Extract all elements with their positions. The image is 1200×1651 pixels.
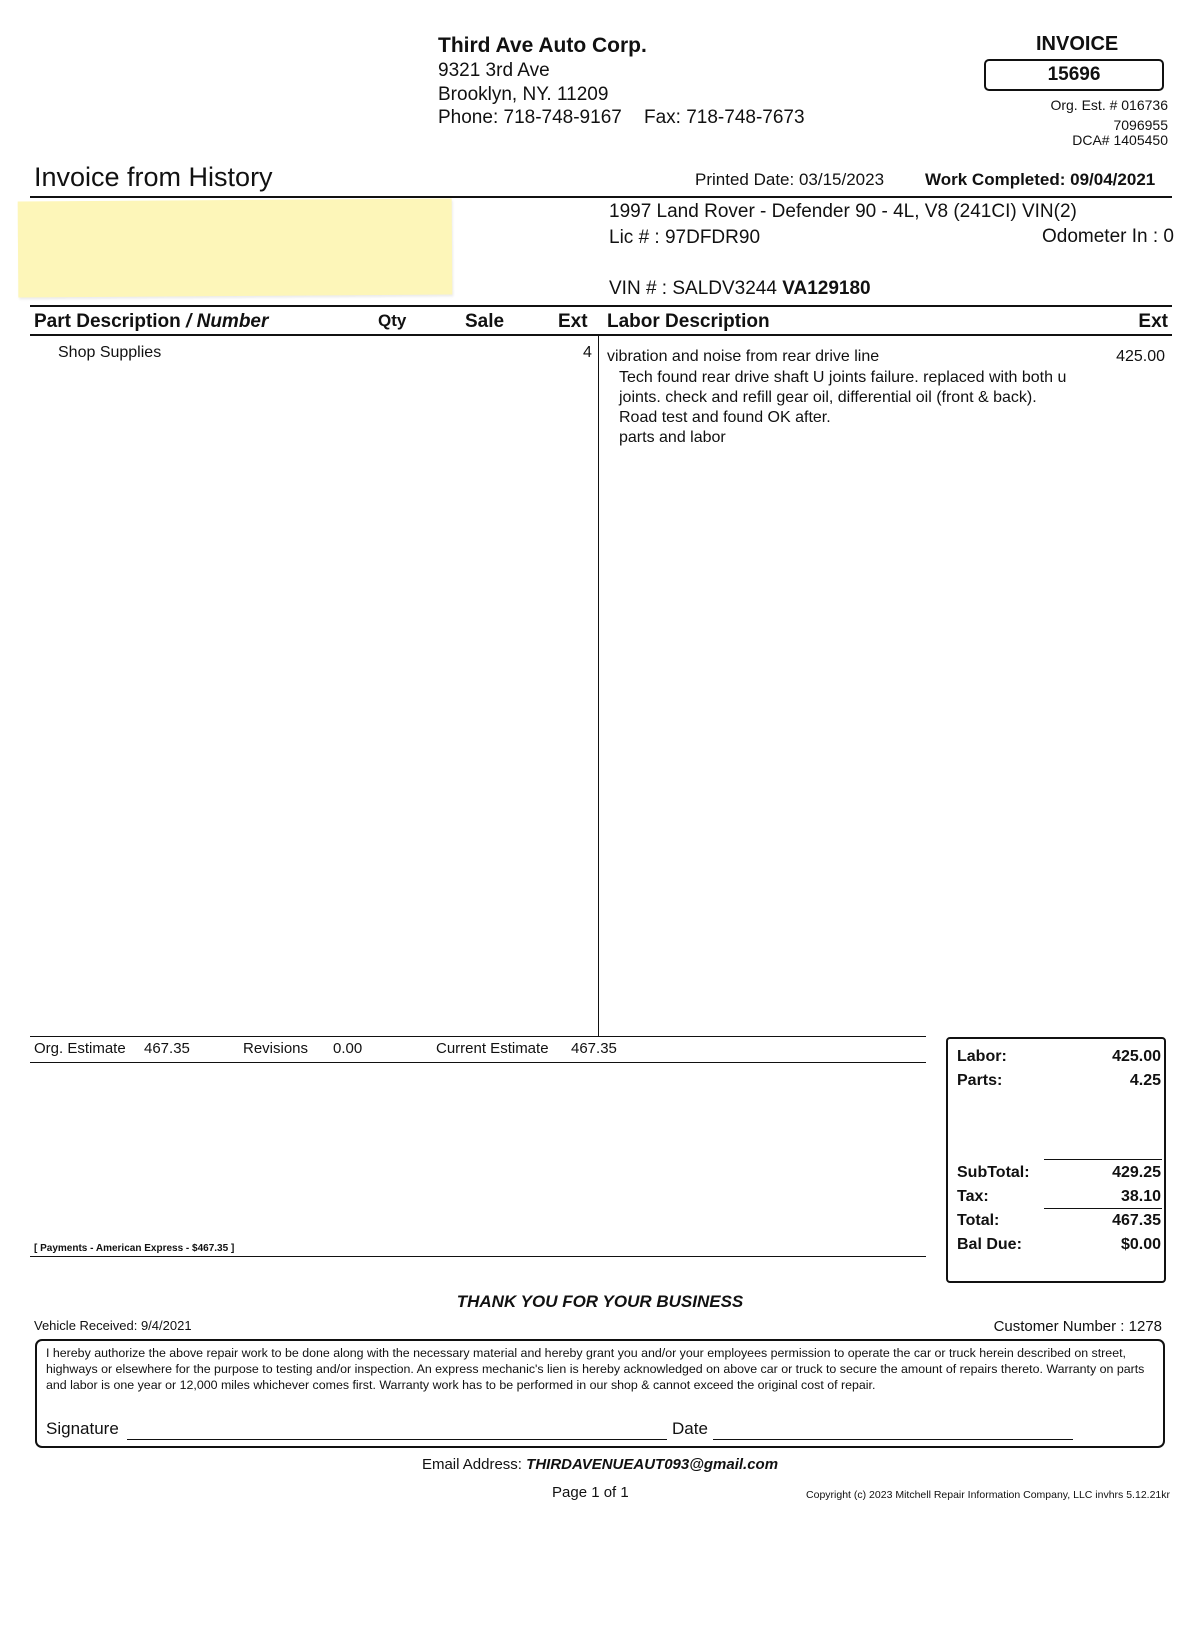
parts-labor-divider	[598, 336, 599, 1036]
col-part-description-label: Part Description	[34, 311, 181, 332]
total-rule	[1044, 1208, 1162, 1209]
parts-total-value: 4.25	[1129, 1072, 1161, 1089]
current-estimate-label: Current Estimate	[436, 1040, 549, 1057]
col-labor-description: Labor Description	[607, 311, 770, 332]
subtotal-value: 429.25	[1112, 1164, 1161, 1181]
col-ext: Ext	[558, 311, 588, 332]
title-divider	[30, 196, 1172, 198]
payments-note: [ Payments - American Express - $467.35 ]	[34, 1243, 235, 1254]
work-completed-date: Work Completed: 09/04/2021	[925, 170, 1156, 189]
labor-amount: 425.00	[1116, 348, 1165, 365]
estimate-top-rule	[30, 1036, 926, 1037]
vehicle-description: 1997 Land Rover - Defender 90 - 4L, V8 (241CI) VIN(2)	[609, 201, 1077, 222]
estimate-bottom-rule	[30, 1062, 926, 1063]
col-part-description	[34, 311, 268, 333]
header-bottom-rule	[30, 334, 1172, 336]
subtotal-rule	[1044, 1159, 1162, 1160]
col-part-number-label: / Number	[180, 311, 269, 332]
org-estimate-value: 467.35	[144, 1040, 190, 1057]
vehicle-received-date: Vehicle Received: 9/4/2021	[34, 1318, 192, 1333]
current-estimate-value: 467.35	[571, 1040, 617, 1057]
company-phone: Phone: 718-748-9167	[438, 107, 622, 128]
company-address-line2: Brooklyn, NY. 11209	[438, 84, 609, 105]
authorization-text: I hereby authorize the above repair work to be done along with the necessary material and hereby grant you and/or your employees permission to operate the car or truck herein described on street, highways or elsewhere for the purpose to testing and/or inspection. An express mechanic's lien is hereby acknowledged on above car or truck to secure the amount of repairs thereto. Warranty on parts and labor is one year or 12,000 miles whichever comes first. Warranty work has to be performed in our shop & cannot exceed the original cost of repair.	[46, 1346, 1145, 1392]
parts-total-label: Parts:	[957, 1072, 1003, 1089]
org-estimate-label: Org. Estimate	[34, 1040, 126, 1057]
vin-suffix: VA129180	[782, 278, 871, 299]
labor-note-line: parts and labor	[619, 429, 726, 446]
col-sale: Sale	[465, 311, 505, 332]
revisions-label: Revisions	[243, 1040, 309, 1057]
vin-number	[609, 278, 871, 300]
vin-prefix: VIN # : SALDV3244	[609, 278, 783, 299]
tax-label: Tax:	[957, 1188, 989, 1205]
balance-due-value: $0.00	[1120, 1236, 1161, 1253]
subtotal-label: SubTotal:	[957, 1164, 1030, 1181]
labor-note-line: joints. check and refill gear oil, differential oil (front & back).	[619, 389, 1037, 406]
signature-line[interactable]	[127, 1439, 667, 1440]
license-plate: Lic # : 97DFDR90	[609, 227, 761, 248]
balance-due-label: Bal Due:	[957, 1236, 1022, 1253]
labor-note-line: Road test and found OK after.	[619, 409, 831, 426]
col-labor-ext: Ext	[1138, 311, 1168, 332]
total-value: 467.35	[1112, 1212, 1161, 1229]
company-fax: Fax: 718-748-7673	[644, 107, 805, 128]
redacted-customer-info	[18, 198, 453, 297]
company-address-line1: 9321 3rd Ave	[438, 60, 550, 81]
labor-note-line: Tech found rear drive shaft U joints failure. replaced with both u	[619, 369, 1067, 386]
printed-date: Printed Date: 03/15/2023	[695, 170, 885, 189]
authorization-box	[35, 1339, 1165, 1448]
labor-total-label: Labor:	[957, 1048, 1007, 1065]
email-address: THIRDAVENUEAUT093@gmail.com	[526, 1456, 779, 1473]
total-label: Total:	[957, 1212, 1000, 1229]
copyright-notice: Copyright (c) 2023 Mitchell Repair Information Company, LLC invhrs 5.12.21kr	[806, 1489, 1170, 1501]
customer-number: Customer Number : 1278	[993, 1318, 1162, 1335]
totals-box	[946, 1037, 1166, 1283]
invoice-number: 15696	[984, 59, 1164, 91]
payments-rule	[30, 1256, 926, 1257]
company-name: Third Ave Auto Corp.	[438, 34, 647, 57]
labor-total-value: 425.00	[1112, 1048, 1161, 1065]
date-line[interactable]	[713, 1439, 1073, 1440]
part-description: Shop Supplies	[58, 344, 162, 361]
email-label: Email Address:	[421, 1456, 527, 1473]
org-est-number: Org. Est. # 016736	[1050, 97, 1168, 113]
email-row	[0, 1456, 1200, 1473]
thank-you-message: THANK YOU FOR YOUR BUSINESS	[456, 1292, 744, 1311]
signature-label: Signature	[46, 1419, 119, 1438]
header-top-rule	[30, 305, 1172, 307]
odometer-in: Odometer In : 0	[1041, 226, 1174, 247]
part-ext: 4	[583, 344, 592, 361]
labor-title: vibration and noise from rear drive line	[607, 348, 880, 365]
invoice-label: INVOICE	[1036, 33, 1119, 55]
revisions-value: 0.00	[333, 1040, 363, 1057]
invoice-ref-number: 7096955	[1113, 117, 1168, 133]
tax-value: 38.10	[1120, 1188, 1161, 1205]
page-number: Page 1 of 1	[552, 1484, 629, 1501]
col-qty: Qty	[378, 311, 407, 330]
page-title: Invoice from History	[34, 162, 273, 192]
dca-number: DCA# 1405450	[1072, 132, 1168, 148]
date-label: Date	[672, 1419, 708, 1438]
